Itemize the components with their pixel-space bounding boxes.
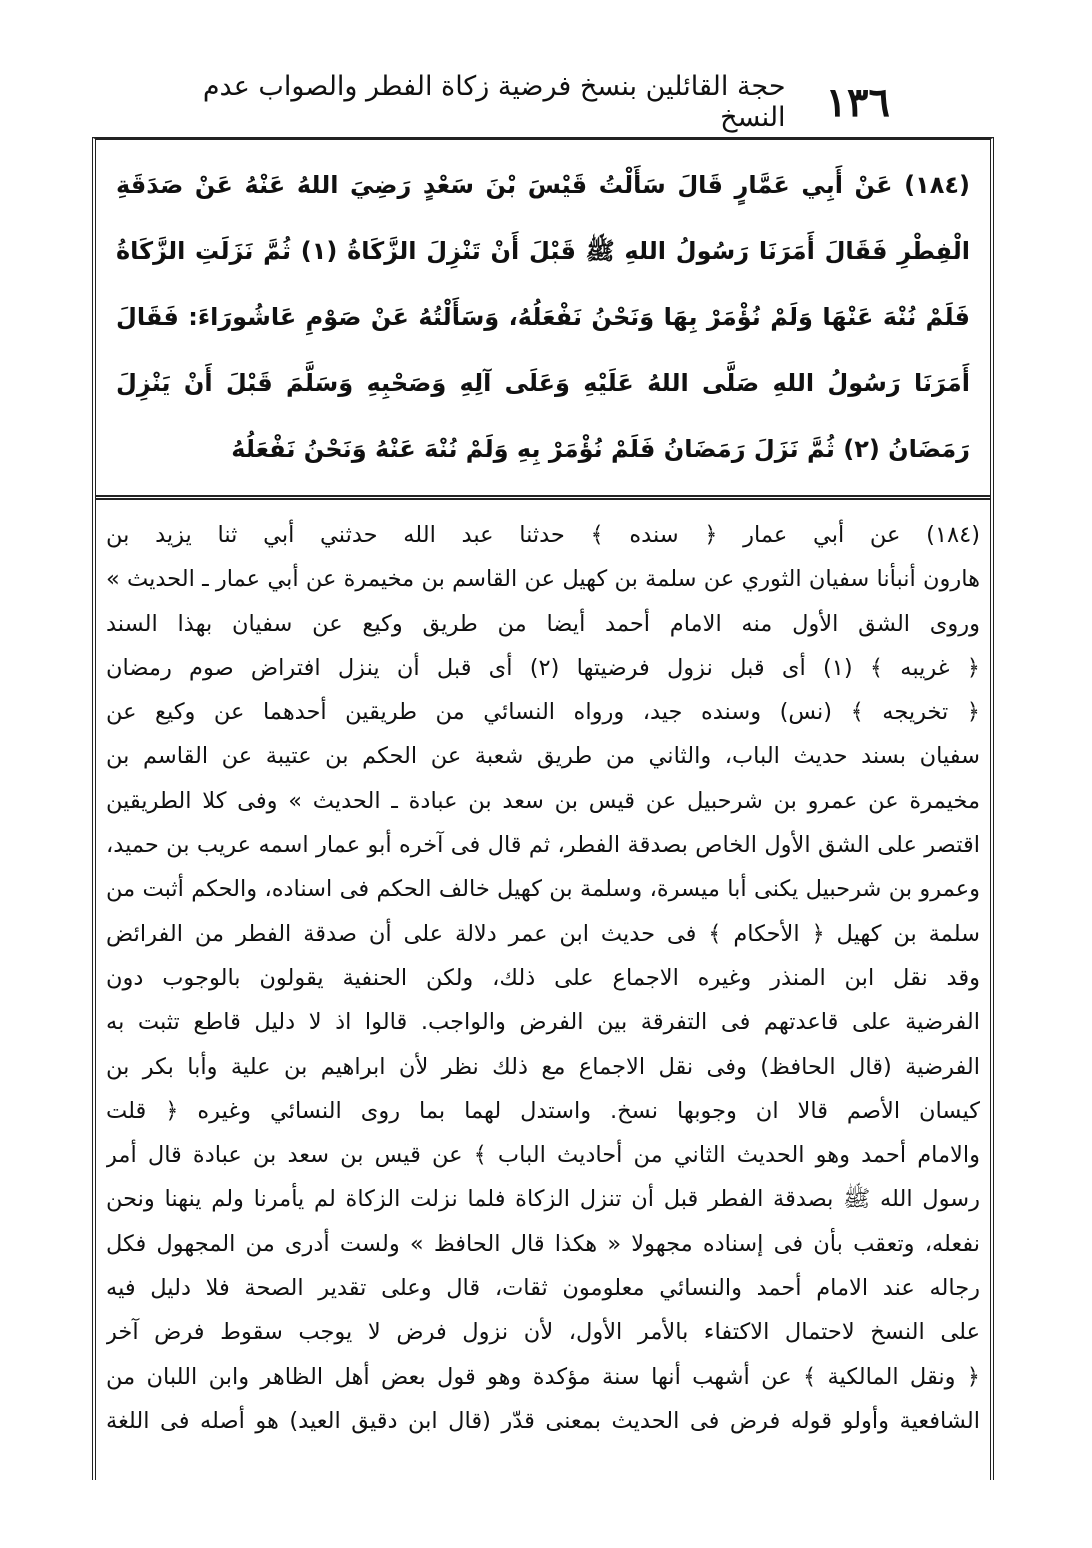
- page-number: ١٣٦: [825, 78, 890, 126]
- commentary-line: نفعله، وتعقب بأن فى إسناده مجهولا « هكذا قال الحافظ » ولست أدرى من المجهول فكل: [106, 1230, 980, 1257]
- commentary-line: وروى الشق الأول منه الامام أحمد أيضا من طريق وكيع عن سفيان بهذا السند: [106, 610, 980, 637]
- commentary-line: اقتصر على الشق الأول الخاص بصدقة الفطر، ثم قال فى آخره أبو عمار اسمه عريب بن حميد،: [106, 832, 980, 859]
- commentary-line: والامام أحمد وهو الحديث الثاني من أحاديث الباب ﴾ عن قيس بن سعد بن عبادة قال أمر: [106, 1142, 980, 1169]
- hadith-section: [96, 140, 990, 500]
- commentary-line: هارون أنبأنا سفيان الثوري عن سلمة بن كهيل عن القاسم بن مخيمرة عن أبي عمار ـ الحديث »: [106, 566, 980, 593]
- commentary-line: سفيان بسند حديث الباب، والثاني من طريق شعبة عن الحكم بن عتيبة عن القاسم بن: [106, 743, 980, 770]
- commentary-line: رسول الله ﷺ بصدقة الفطر قبل أن تنزل الزكاة فلما نزلت الزكاة لم يأمرنا ولم ينهنا ونحن: [106, 1186, 980, 1213]
- commentary-line: وعمرو بن شرحبيل يكنى أبا ميسرة، وسلمة بن كهيل خالف الحكم فى اسناده، والحكم أثبت من: [106, 876, 980, 903]
- page-header: [190, 71, 890, 133]
- commentary-line: ﴿ غريبه ﴾ (١) أى قبل نزول فرضيتها (٢) أى قبل أن ينزل افتراض صوم رمضان: [106, 654, 980, 681]
- commentary-line: وقد نقل ابن المنذر وغيره الاجماع على ذلك، ولكن الحنفية يقولون بالوجوب دون: [106, 964, 980, 991]
- commentary-line: كيسان الأصم قالا ان وجوبها نسخ. واستدل لهما بما روى النسائي وغيره ﴿ قلت: [106, 1097, 980, 1124]
- commentary-line: على النسخ لاحتمال الاكتفاء بالأمر الأول، لأن نزول فرض لا يوجب سقوط فرض آخر: [106, 1319, 980, 1346]
- commentary-line: الفرضية (قال الحافظ) وفى نقل الاجماع مع ذلك نظر لأن ابراهيم بن علية وأبا بكر بن: [106, 1053, 980, 1080]
- commentary-line: رجاله عند الامام أحمد والنسائي معلومون ثقات، قال وعلى تقدير الصحة فلا دليل فيه: [106, 1275, 980, 1302]
- commentary-line: مخيمرة عن عمرو بن شرحبيل عن قيس بن سعد بن عبادة ـ الحديث » وفى كلا الطريقين: [106, 787, 980, 814]
- commentary-line: (١٨٤) عن أبي عمار ﴿ سنده ﴾ حدثنا عبد الله حدثني أبي ثنا يزيد بن: [106, 522, 980, 548]
- hadith-text: (١٨٤) عَنْ أَبِي عَمَّارٍ قَالَ سَأَلْتُ قَيْسَ بْنَ سَعْدٍ رَضِيَ اللهُ عَنْهُ عَنْ صَدَقَةِ الْفِطْرِ فَقَالَ أَمَرَنَا رَسُولُ اللهِ ﷺ قَبْلَ أَنْ تَنْزِلَ الزَّكَاةُ (١) ثُمَّ نَزَلَتِ الزَّكَاةُ فَلَمْ نُنْهَ عَنْهَا وَلَمْ نُؤْمَرْ بِهَا وَنَحْنُ نَفْعَلُهُ، وَسَأَلْتُهُ عَنْ صَوْمِ عَاشُورَاءَ: فَقَالَ أَمَرَنَا رَسُولُ اللهِ صَلَّى اللهُ عَلَيْهِ وَعَلَى آلِهِ وَصَحْبِهِ وَسَلَّمَ قَبْلَ أَنْ يَنْزِلَ رَمَضَانُ (٢) ثُمَّ نَزَلَ رَمَضَانُ فَلَمْ نُؤْمَرْ بِهِ وَلَمْ نُنْهَ عَنْهُ وَنَحْنُ نَفْعَلُهُ: [116, 171, 971, 463]
- commentary-line: سلمة بن كهيل ﴿ الأحكام ﴾ فى حديث ابن عمر دلالة على أن صدقة الفطر من الفرائض: [106, 920, 980, 947]
- commentary-line: ﴿ ونقل المالكية ﴾ عن أشهب أنها سنة مؤكدة وهو قول بعض أهل الظاهر وابن اللبان من: [106, 1363, 980, 1390]
- commentary-section: [96, 513, 990, 1443]
- commentary-line: ﴿ تخريجه ﴾ (نس) وسنده جيد، ورواه النسائي من طريقين أحدهما عن وكيع عن: [106, 699, 980, 726]
- running-title: حجة القائلين بنسخ فرضية زكاة الفطر والصواب عدم النسخ: [202, 71, 786, 133]
- text-frame: [92, 137, 994, 1480]
- commentary-line: الشافعية وأولو قوله فرض فى الحديث بمعنى قدّر (قال ابن دقيق العيد) هو أصله فى اللغة: [106, 1407, 980, 1434]
- commentary-line: الفرضية على قاعدتهم فى التفرقة بين الفرض والواجب. قالوا اذ لا دليل قاطع تثبت به: [106, 1009, 980, 1036]
